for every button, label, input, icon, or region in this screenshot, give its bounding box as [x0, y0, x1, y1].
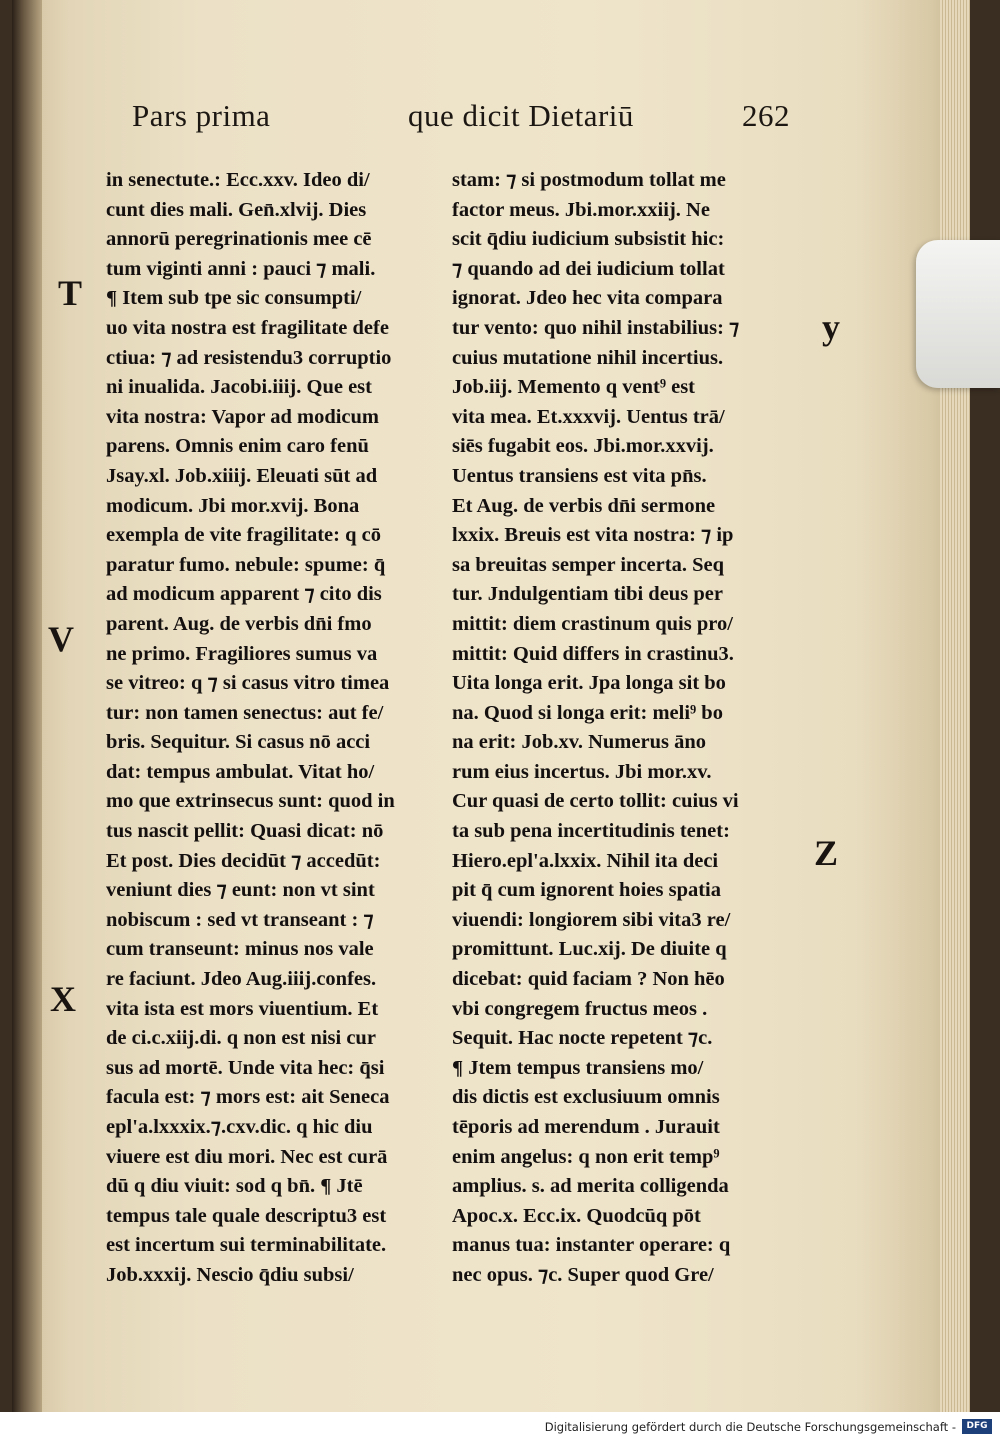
text-line: bris. Sequitur. Si casus nō acci — [106, 731, 371, 754]
text-line: mittit: Quid differs in crastinu3. — [452, 642, 734, 665]
text-line: tur. Jndulgentiam tibi deus per — [452, 583, 723, 606]
text-line: mittit: diem crastinum quis pro/ — [452, 612, 733, 635]
text-line: Uentus transiens est vita pn̄s. — [452, 464, 707, 487]
text-line: dat: tempus ambulat. Vitat ho/ — [106, 760, 375, 783]
text-line: tur vento: quo nihil instabilius: ⁊ — [452, 316, 740, 339]
text-line: modicum. Jbi mor.xvij. Bona — [106, 494, 360, 517]
text-line: tur: non tamen senectus: aut fe/ — [106, 701, 384, 724]
text-line: paratur fumo. nebule: spume: q̄ — [106, 553, 386, 576]
text-line: Et Aug. de verbis dn̄i sermone — [452, 494, 716, 517]
text-line: Job.iij. Memento q vent⁹ est — [452, 376, 695, 399]
text-line: enim angelus: q non erit temp⁹ — [452, 1145, 720, 1168]
text-line: scit q̄diu iudicium subsistit hic: — [452, 228, 725, 251]
text-line: ne primo. Fragiliores sumus va — [106, 642, 378, 665]
text-line: de ci.c.xiij.di. q non est nisi cur — [106, 1027, 376, 1050]
text-line: ad modicum apparent ⁊ cito dis — [106, 583, 382, 606]
margin-letter-x: X — [50, 979, 76, 1019]
text-line: sus ad mortē. Unde vita hec: q̄si — [106, 1056, 385, 1079]
page-tab-marker — [916, 240, 1000, 388]
text-line: ¶ Item sub tpe sic consumpti/ — [106, 287, 362, 310]
text-line: vita nostra: Vapor ad modicum — [106, 405, 379, 428]
text-line: epl'a.lxxxix.⁊.cxv.dic. q hic diu — [106, 1116, 373, 1138]
margin-letter-v: V — [48, 619, 74, 659]
text-line: Jsay.xl. Job.xiiij. Eleuati sūt ad — [106, 464, 378, 487]
text-line: pit q̄ cum ignorent hoies spatia — [452, 879, 722, 902]
text-line: manus tua: instanter operare: q — [452, 1234, 731, 1257]
text-line: dū q diu viuit: sod q bn̄. ¶ Jtē — [106, 1175, 363, 1198]
text-line: cunt dies mali. Gen̄.xlvij. Dies — [106, 198, 367, 221]
margin-letter-t: T — [58, 273, 83, 313]
text-line: viuere est diu mori. Nec est curā — [106, 1145, 388, 1168]
text-line: Et post. Dies decidūt ⁊ accedūt: — [106, 849, 381, 872]
text-line: exempla de vite fragilitate: q cō — [106, 524, 381, 547]
text-line: ctiua: ⁊ ad resistendu3 corruptio — [106, 346, 392, 369]
text-line: Apoc.x. Ecc.ix. Quodcūq pōt — [452, 1204, 701, 1227]
text-line: Job.xxxij. Nescio q̄diu subsi/ — [106, 1263, 354, 1286]
text-line: veniunt dies ⁊ eunt: non vt sint — [106, 879, 375, 902]
footer-bar — [0, 1412, 1000, 1442]
text-line: parent. Aug. de verbis dn̄i fmo — [106, 612, 372, 635]
text-line: stam: ⁊ si postmodum tollat me — [452, 169, 726, 191]
text-line: tēporis ad merendum . Jurauit — [452, 1116, 720, 1138]
text-line: ta sub pena incertitudinis tenet: — [452, 820, 730, 843]
text-line: promittunt. Luc.xij. De diuite q — [452, 938, 727, 961]
text-line: ignorat. Jdeo hec vita compara — [452, 287, 723, 310]
running-head-left: Pars prima — [132, 98, 271, 133]
text-line: Uita longa erit. Jpa longa sit bo — [452, 672, 726, 695]
text-line: lxxix. Breuis est vita nostra: ⁊ ip — [452, 524, 734, 547]
text-column-right — [452, 166, 788, 1291]
text-line: cuius mutatione nihil incertius. — [452, 346, 724, 369]
text-line: viuendi: longiorem sibi vita3 re/ — [452, 908, 731, 931]
text-line: facula est: ⁊ mors est: ait Seneca — [106, 1086, 390, 1109]
text-line: parens. Omnis enim caro fenū — [106, 435, 369, 458]
text-line: mo que extrinsecus sunt: quod in — [106, 790, 395, 813]
text-line: sa breuitas semper incerta. Seq — [452, 553, 724, 576]
page-number: 262 — [742, 98, 790, 133]
text-line: nobiscum : sed vt transeant : ⁊ — [106, 908, 374, 931]
text-line: rum eius incertus. Jbi mor.xv. — [452, 760, 712, 783]
text-line: ni inualida. Jacobi.iiij. Que est — [106, 376, 372, 399]
text-line: Sequit. Hac nocte repetent ⁊c. — [452, 1027, 713, 1050]
margin-letter-y: y — [822, 307, 840, 347]
book-gutter — [12, 0, 42, 1412]
text-line: re faciunt. Jdeo Aug.iiij.confes. — [106, 968, 377, 991]
text-line: ¶ Jtem tempus transiens mo/ — [452, 1056, 704, 1079]
text-line: Cur quasi de certo tollit: cuius vi — [452, 790, 739, 813]
dfg-logo: DFG — [962, 1419, 992, 1434]
text-line: vbi congregem fructus meos . — [452, 997, 708, 1020]
text-line: nec opus. ⁊c. Super quod Gre/ — [452, 1263, 714, 1286]
text-line: est incertum sui terminabilitate. — [106, 1234, 387, 1257]
margin-letter-z: Z — [814, 833, 839, 873]
funding-credit: Digitalisierung gefördert durch die Deutsche Forschungsgemeinschaft - — [544, 1420, 956, 1434]
text-line: Hiero.epl'a.lxxix. Nihil ita deci — [452, 849, 719, 872]
text-line: tus nascit pellit: Quasi dicat: nō — [106, 820, 384, 843]
text-line: amplius. s. ad merita colligenda — [452, 1175, 729, 1198]
text-column-left — [106, 166, 442, 1291]
text-line: annorū peregrinationis mee cē — [106, 228, 372, 251]
text-line: na erit: Job.xv. Numerus āno — [452, 731, 706, 754]
text-line: dis dictis est exclusiuum omnis — [452, 1086, 720, 1109]
text-line: se vitreo: q ⁊ si casus vitro timea — [106, 672, 390, 695]
page-edges — [940, 0, 970, 1412]
text-line: uo vita nostra est fragilitate defe — [106, 316, 389, 339]
text-line: vita ista est mors viuentium. Et — [106, 997, 379, 1020]
text-line: factor meus. Jbi.mor.xxiij. Ne — [452, 198, 710, 221]
text-line: tum viginti anni : pauci ⁊ mali. — [106, 257, 376, 280]
text-line: tempus tale quale descriptu3 est — [106, 1204, 387, 1227]
text-line: siēs fugabit eos. Jbi.mor.xxvij. — [452, 435, 714, 458]
text-line: in senectute.: Ecc.xxv. Ideo di/ — [106, 169, 370, 191]
text-line: dicebat: quid faciam ? Non hēo — [452, 968, 725, 991]
text-line: cum transeunt: minus nos vale — [106, 938, 374, 961]
text-line: vita mea. Et.xxxvij. Uentus trā/ — [452, 405, 725, 428]
text-line: na. Quod si longa erit: meli⁹ bo — [452, 701, 723, 724]
text-line: ⁊ quando ad dei iudicium tollat — [452, 257, 725, 280]
running-head-center: que dicit Dietariū — [408, 98, 634, 133]
